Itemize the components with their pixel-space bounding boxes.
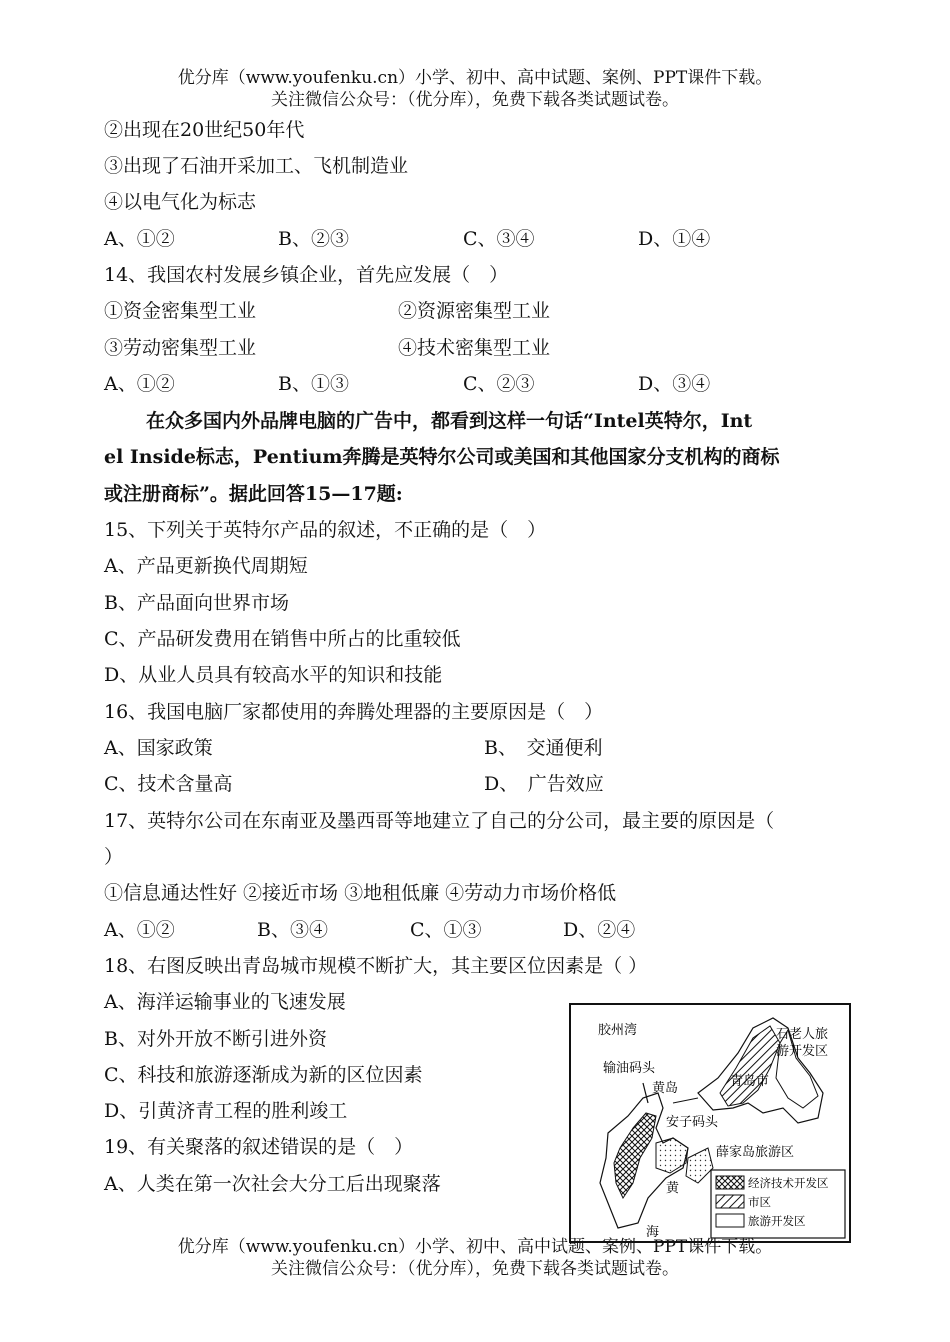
q19-stem: 19、有关聚落的叙述错误的是（ ）: [104, 1136, 414, 1158]
q13-item-3: ③出现了石油开采加工、飞机制造业: [104, 155, 409, 177]
header-line-2: 关注微信公众号：（优分库），免费下载各类试题试卷。: [271, 90, 679, 110]
q16-option-a: A、国家政策: [104, 737, 213, 759]
qingdao-map: [548, 998, 853, 1248]
map-label-laoshan-1: 石老人旅: [776, 1027, 829, 1042]
map-label-huangdao: 黄岛: [652, 1081, 679, 1096]
q13-option-b: B、②③: [278, 228, 349, 250]
map-label-bay: 胶州湾: [598, 1023, 638, 1038]
q13-item-2: ②出现在20世纪50年代: [104, 119, 305, 141]
legend-tourism: 旅游开发区: [748, 1214, 806, 1228]
q18-option-c: C、科技和旅游逐渐成为新的区位因素: [104, 1064, 423, 1086]
q17-option-d: D、②④: [563, 919, 636, 941]
passage-line-1: 在众多国内外品牌电脑的广告中，都看到这样一句话“Intel英特尔，Int: [146, 410, 753, 432]
q17-stem-cont: ）: [104, 846, 124, 868]
q18-stem: 18、右图反映出青岛城市规模不断扩大，其主要区位因素是（ ）: [104, 955, 648, 977]
q17-stem: 17、英特尔公司在东南亚及墨西哥等地建立了自己的分公司，最主要的原因是（: [104, 810, 775, 832]
q17-option-b: B、③④: [257, 919, 328, 941]
map-label-qingdao: 青岛市: [730, 1074, 770, 1089]
q16-option-c: C、技术含量高: [104, 773, 233, 795]
q18-option-b: B、对外开放不断引进外资: [104, 1028, 327, 1050]
q13-option-a: A、①②: [104, 228, 175, 250]
legend-econ: 经济技术开发区: [748, 1176, 829, 1190]
q17-items: ①信息通达性好 ②接近市场 ③地租低廉 ④劳动力市场价格低: [104, 882, 617, 904]
q15-option-b: B、产品面向世界市场: [104, 592, 289, 614]
map-label-laoshan-2: 游开发区: [776, 1044, 829, 1059]
q14-item-1: ①资金密集型工业: [104, 300, 257, 322]
q19-option-a: A、人类在第一次社会大分工后出现聚落: [104, 1173, 441, 1195]
q14-item-4: ④技术密集型工业: [398, 337, 551, 359]
q16-option-b: B、 交通便利: [484, 737, 603, 759]
map-label-hai: 海: [646, 1225, 660, 1240]
q17-option-a: A、①②: [104, 919, 175, 941]
map-label-oil-port: 输油码头: [603, 1061, 656, 1076]
q14-option-d: D、③④: [638, 373, 711, 395]
q17-option-c: C、①③: [410, 919, 482, 941]
legend-swatch-city: [716, 1195, 744, 1208]
q14-item-3: ③劳动密集型工业: [104, 337, 257, 359]
q15-option-a: A、产品更新换代周期短: [104, 555, 308, 577]
map-label-anzi: 安子码头: [666, 1115, 719, 1130]
q14-option-a: A、①②: [104, 373, 175, 395]
passage-line-2: el Inside标志，Pentium奔腾是英特尔公司或美国和其他国家分支机构的商标: [104, 446, 780, 468]
header-line-1: 优分库（www.youfenku.cn）小学、初中、高中试题、案例、PPT课件下载。: [177, 68, 773, 88]
q13-option-c: C、③④: [463, 228, 535, 250]
footer-line-2: 关注微信公众号：（优分库），免费下载各类试题试卷。: [271, 1259, 679, 1279]
q18-option-d: D、引黄济青工程的胜利竣工: [104, 1100, 348, 1122]
map-label-xuejia: 薛家岛旅游区: [716, 1145, 795, 1160]
q18-option-a: A、海洋运输事业的飞速发展: [104, 991, 346, 1013]
q15-stem: 15、下列关于英特尔产品的叙述，不正确的是（ ）: [104, 519, 547, 541]
q16-option-d: D、 广告效应: [484, 773, 604, 795]
q16-stem: 16、我国电脑厂家都使用的奔腾处理器的主要原因是（ ）: [104, 701, 604, 723]
map-legend: [711, 1170, 845, 1238]
q14-option-c: C、②③: [463, 373, 535, 395]
q13-option-d: D、①④: [638, 228, 711, 250]
q14-stem: 14、我国农村发展乡镇企业，首先应发展（ ）: [104, 264, 509, 286]
legend-swatch-tourism: [716, 1214, 744, 1227]
q15-option-d: D、从业人员具有较高水平的知识和技能: [104, 664, 443, 686]
q14-item-2: ②资源密集型工业: [398, 300, 551, 322]
q14-option-b: B、①③: [278, 373, 349, 395]
legend-swatch-econ: [716, 1176, 744, 1189]
q15-option-c: C、产品研发费用在销售中所占的比重较低: [104, 628, 461, 650]
map-label-huang: 黄: [666, 1181, 680, 1196]
q13-item-4: ④以电气化为标志: [104, 191, 257, 213]
footer-line-1: 优分库（www.youfenku.cn）小学、初中、高中试题、案例、PPT课件下载。: [177, 1237, 773, 1257]
legend-city: 市区: [748, 1195, 771, 1209]
passage-line-3: 或注册商标”。据此回答15—17题:: [104, 483, 403, 505]
